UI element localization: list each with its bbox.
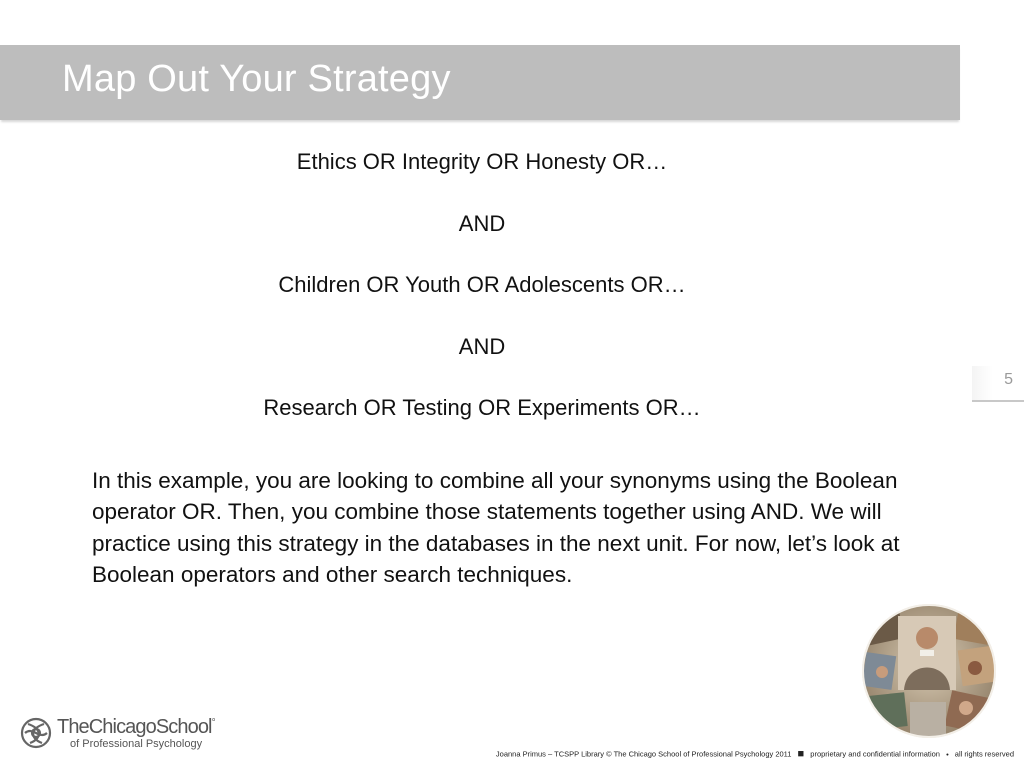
footer-bullet-large: ■ bbox=[797, 748, 805, 760]
body-paragraph: In this example, you are looking to combine all your synonyms using the Boolean operator OR. Then, you combine those statements together using AND. We will practice using this strategy in the databases in the next unit. For now, let’s look at Boolean operators and other search techniques. bbox=[92, 468, 900, 587]
logo-subtitle: of Professional Psychology bbox=[70, 738, 203, 750]
school-logo bbox=[19, 714, 215, 754]
logo-mark-symbol: ° bbox=[211, 717, 215, 729]
page-number: 5 bbox=[1004, 371, 1013, 388]
people-photo-collage bbox=[860, 602, 998, 740]
footer-confidential: proprietary and confidential information bbox=[810, 749, 940, 759]
search-strategy-lines bbox=[0, 147, 964, 455]
search-line-children: Children OR Youth OR Adolescents OR… bbox=[278, 272, 686, 297]
search-line-and-1: AND bbox=[458, 210, 506, 236]
logo-name-text: TheChicagoSchool bbox=[57, 716, 212, 738]
search-line-ethics: Ethics OR Integrity OR Honesty OR… bbox=[296, 149, 668, 174]
knot-emblem-icon bbox=[19, 714, 53, 752]
search-line-and-2: AND bbox=[458, 333, 506, 359]
footer-rights: all rights reserved bbox=[954, 749, 1014, 759]
search-line-research: Research OR Testing OR Experiments OR… bbox=[263, 395, 701, 420]
footer bbox=[496, 748, 1014, 760]
footer-credit: Joanna Primus – TCSPP Library © The Chicago School of Professional Psychology 2011 bbox=[495, 749, 792, 759]
slide-title: Map Out Your Strategy bbox=[62, 58, 451, 100]
page-number-tab bbox=[972, 366, 1024, 402]
footer-bullet-small: • bbox=[946, 749, 949, 759]
logo-wordmark bbox=[57, 716, 215, 739]
